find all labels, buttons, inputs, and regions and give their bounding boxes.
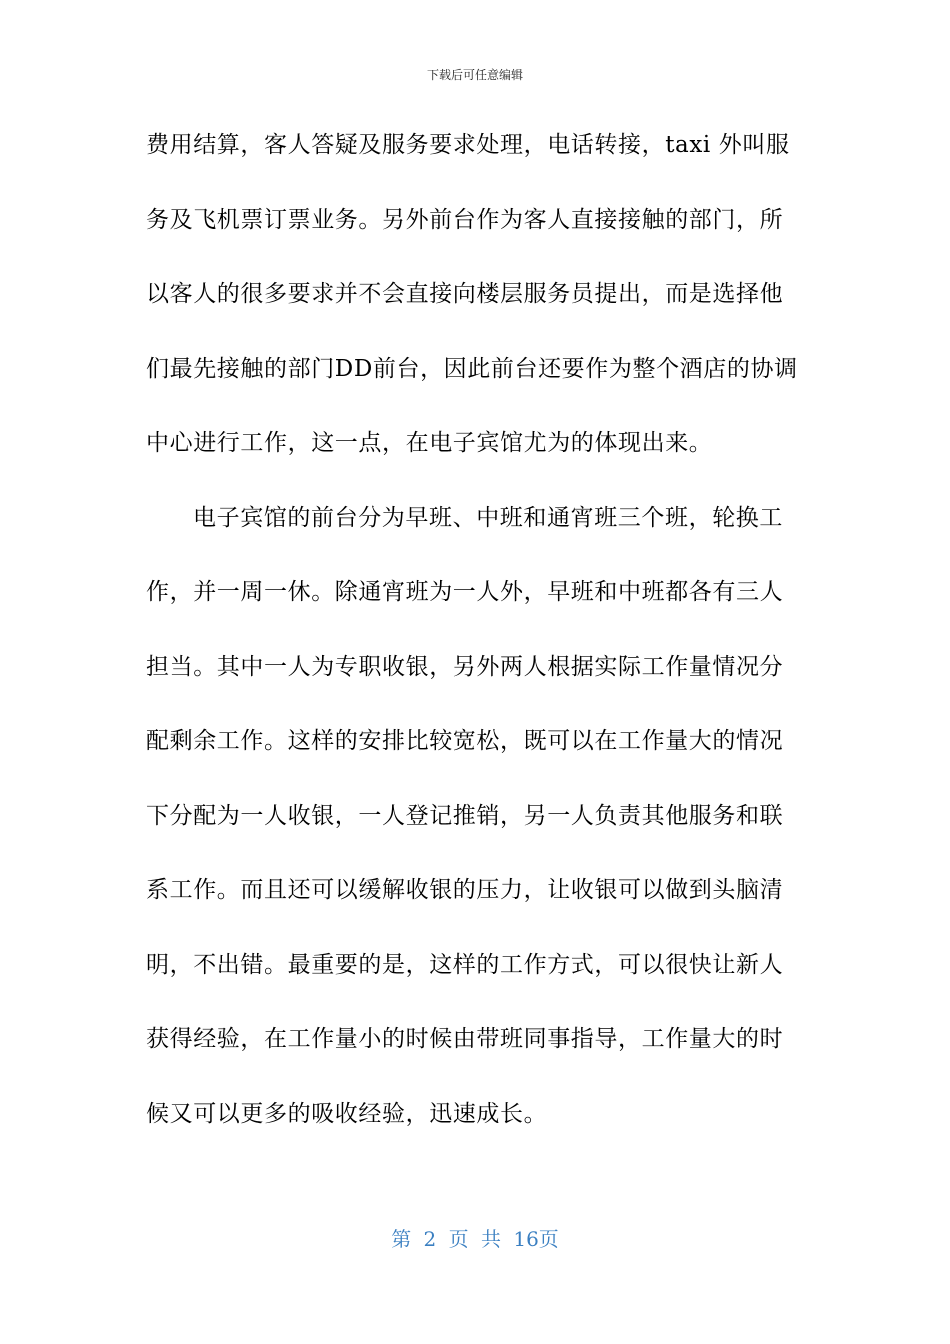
page-header: 下载后可任意编辑 [426,68,523,82]
document-body [146,108,806,1151]
text-line: 候又可以更多的吸收经验，迅速成长。 [146,1100,548,1127]
paragraph-first-line: 电子宾馆的前台分为早班、中班和通宵班三个班，轮换工 [193,504,783,531]
text-line: 获得经验，在工作量小的时候由带班同事指导，工作量大的时 [146,1026,784,1052]
text-line: 下分配为一人收银，一人登记推销，另一人负责其他服务和联 [146,802,784,829]
text-line: 作，并一周一休。除通宵班为一人外，早班和中班都各有三人 [146,579,784,605]
text-line: 担当。其中一人为专职收银，另外两人根据实际工作量情况分 [146,653,784,680]
text-line: 配剩余工作。这样的安排比较宽松，既可以在工作量大的情况 [146,728,784,754]
page-number-footer: 第 2 页 共 16页 [391,1227,559,1251]
text-line: 费用结算，客人答疑及服务要求处理，电话转接，taxi 外叫服 [146,132,790,158]
text-line: 明，不出错。最重要的是，这样的工作方式，可以很快让新人 [146,951,784,978]
text-line: 中心进行工作，这一点，在电子宾馆尤为的体现出来。 [146,430,713,456]
text-line: 们最先接触的部门DD前台，因此前台还要作为整个酒店的协调 [146,355,798,382]
text-line: 系工作。而且还可以缓解收银的压力，让收银可以做到头脑清 [146,877,784,903]
text-line: 以客人的很多要求并不会直接向楼层服务员提出，而是选择他 [146,281,784,307]
text-line: 务及飞机票订票业务。另外前台作为客人直接接触的部门，所 [146,206,784,233]
